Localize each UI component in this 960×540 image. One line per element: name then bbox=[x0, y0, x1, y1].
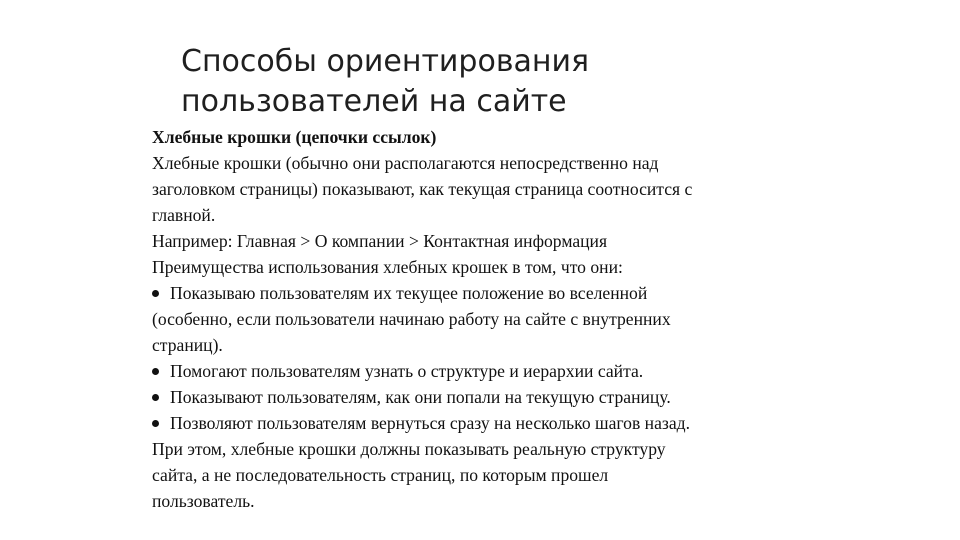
slide-title-line-2: пользователей на сайте bbox=[181, 84, 567, 119]
body-line: Хлебные крошки (обычно они располагаются непосредственно над bbox=[152, 153, 659, 173]
bullet-item-3-text: Показывают пользователям, как они попали на текущую страницу. bbox=[170, 387, 671, 407]
section-heading: Хлебные крошки (цепочки ссылок) bbox=[152, 127, 437, 147]
closing-line: сайта, а не последовательность страниц, по которым прошел bbox=[152, 465, 609, 485]
slide-title-line-1: Способы ориентирования bbox=[181, 44, 590, 79]
advantages-intro: Преимущества использования хлебных крошек в том, что они: bbox=[152, 257, 623, 277]
bullet-item-1 bbox=[152, 280, 842, 306]
bullet-item-2-text: Помогают пользователям узнать о структуре и иерархии сайта. bbox=[170, 361, 644, 381]
bullet-item-2 bbox=[152, 358, 842, 384]
slide-body bbox=[152, 124, 842, 514]
slide-title bbox=[181, 42, 881, 122]
bullet-item-4-text: Позволяют пользователям вернуться сразу на несколько шагов назад. bbox=[170, 413, 690, 433]
bullet-item-1-continued: страниц). bbox=[152, 335, 223, 355]
bullet-dot-icon bbox=[152, 368, 159, 375]
body-line: главной. bbox=[152, 205, 216, 225]
body-line: заголовком страницы) показывают, как текущая страница соотносится с bbox=[152, 179, 693, 199]
bullet-item-3 bbox=[152, 384, 842, 410]
bullet-item-4 bbox=[152, 410, 842, 436]
bullet-dot-icon bbox=[152, 394, 159, 401]
bullet-dot-icon bbox=[152, 420, 159, 427]
bullet-dot-icon bbox=[152, 290, 159, 297]
closing-line: При этом, хлебные крошки должны показывать реальную структуру bbox=[152, 439, 666, 459]
breadcrumb-example: Например: Главная > О компании > Контактная информация bbox=[152, 231, 608, 251]
bullet-item-1-continued: (особенно, если пользователи начинаю работу на сайте с внутренних bbox=[152, 309, 671, 329]
closing-line: пользователь. bbox=[152, 491, 255, 511]
bullet-item-1-text: Показываю пользователям их текущее положение во вселенной bbox=[170, 283, 648, 303]
